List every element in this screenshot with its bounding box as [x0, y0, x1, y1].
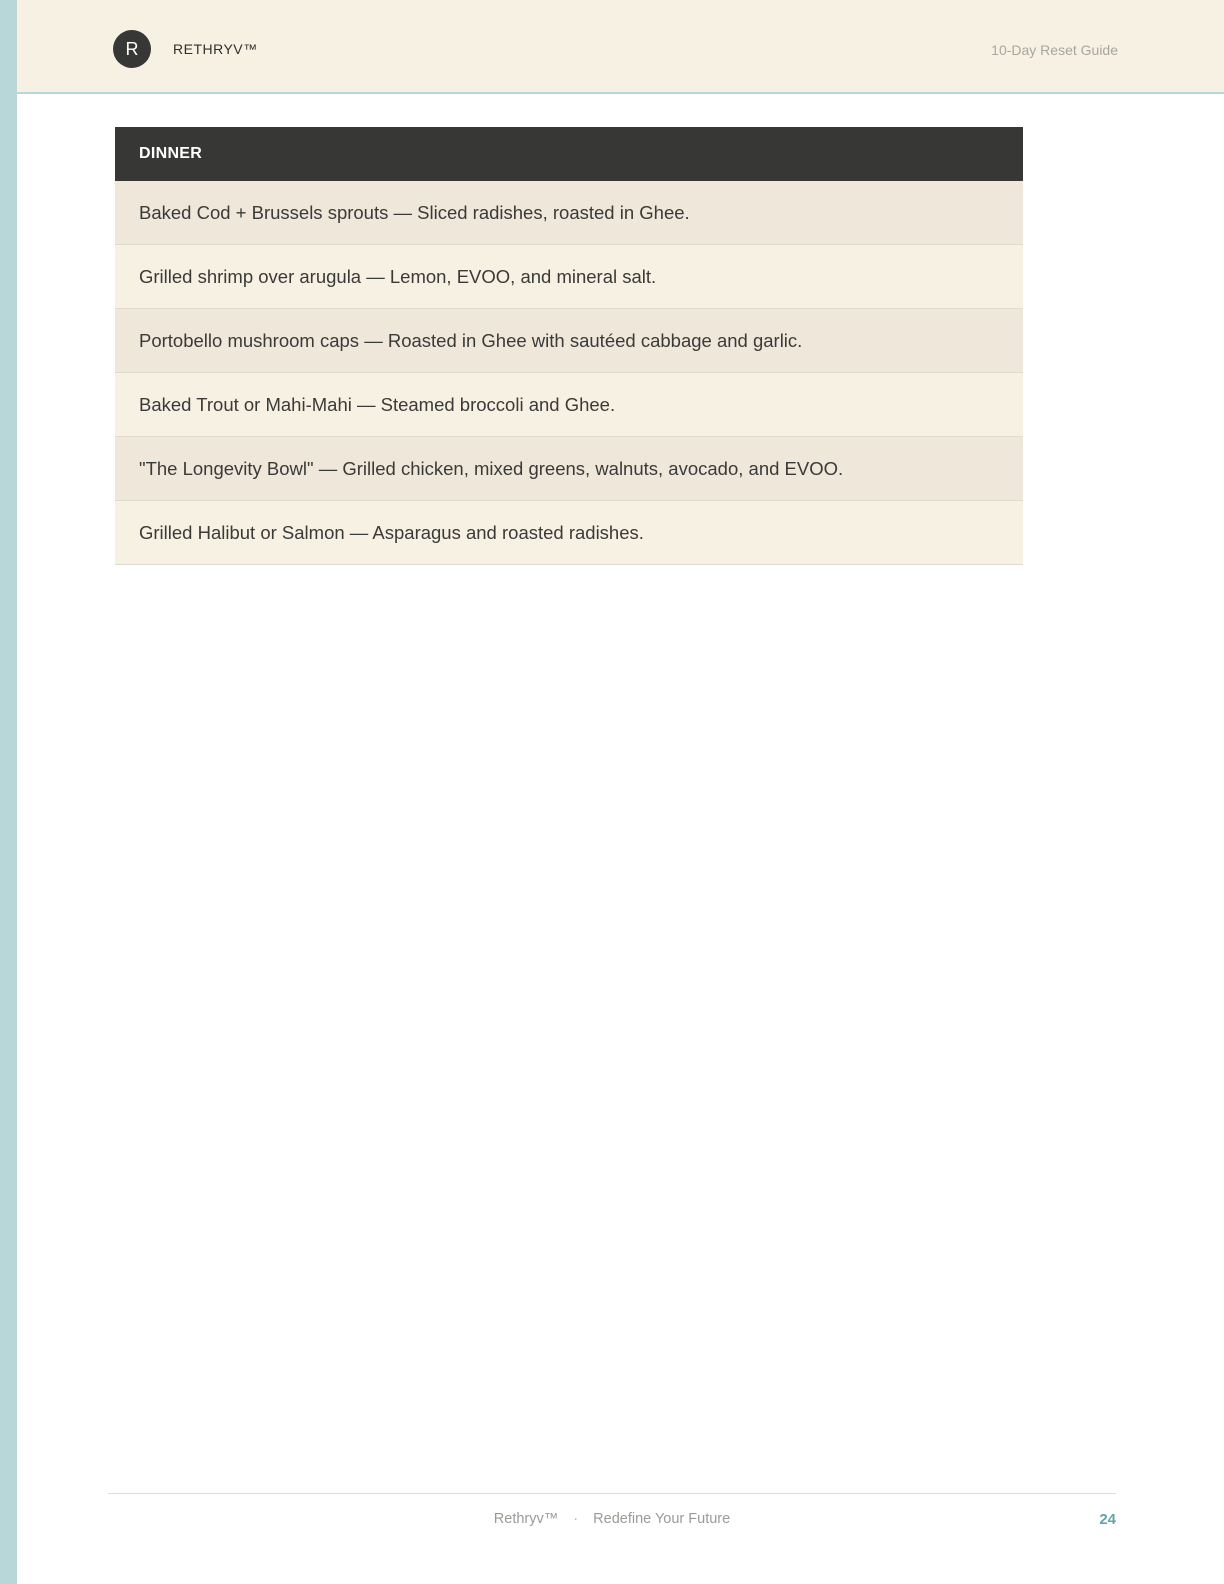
- table-row: Grilled Halibut or Salmon — Asparagus and roasted radishes.: [115, 501, 1023, 565]
- page-number: 24: [1099, 1511, 1116, 1528]
- brand-name: RETHRYV™: [173, 41, 258, 57]
- table-row: Portobello mushroom caps — Roasted in Ghee with sautéed cabbage and garlic.: [115, 309, 1023, 373]
- footer-tagline: Redefine Your Future: [593, 1511, 731, 1527]
- table-row: Baked Trout or Mahi-Mahi — Steamed broccoli and Ghee.: [115, 373, 1023, 437]
- footer-brand: Rethryv™: [493, 1511, 559, 1527]
- footer-divider: [108, 1493, 1116, 1494]
- table-row: Grilled shrimp over arugula — Lemon, EVOO, and mineral salt.: [115, 245, 1023, 309]
- page-footer: [0, 1511, 1224, 1527]
- table-row: Baked Cod + Brussels sprouts — Sliced radishes, roasted in Ghee.: [115, 181, 1023, 245]
- table-heading: DINNER: [115, 127, 1023, 181]
- dinner-table: [115, 127, 1023, 565]
- page-header: [17, 0, 1224, 94]
- footer-separator: ·: [573, 1511, 579, 1527]
- guide-title: 10-Day Reset Guide: [991, 42, 1118, 58]
- brand-logo: R: [113, 30, 151, 68]
- side-accent-strip: [0, 0, 17, 1584]
- table-row: "The Longevity Bowl" — Grilled chicken, mixed greens, walnuts, avocado, and EVOO.: [115, 437, 1023, 501]
